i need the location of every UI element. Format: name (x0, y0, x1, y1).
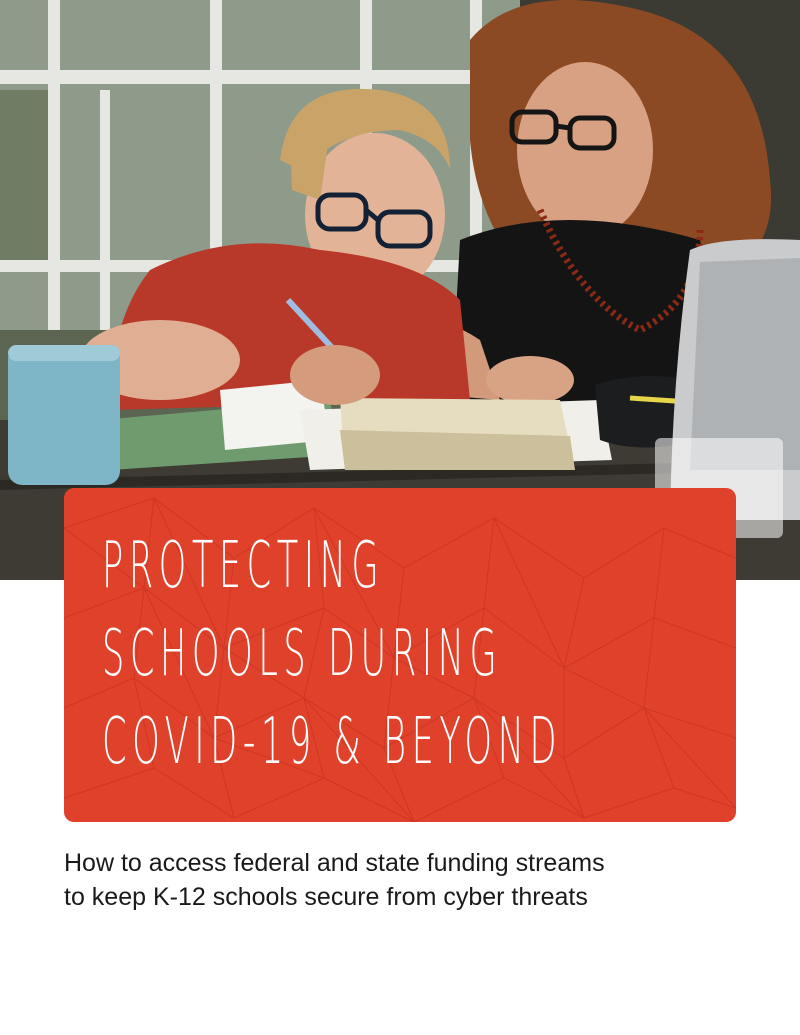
page-title (102, 522, 562, 786)
title-banner (64, 488, 736, 822)
title-line: SCHOOLS DURING (102, 617, 503, 691)
subtitle-line: to keep K-12 schools secure from cyber threats (64, 883, 588, 911)
subtitle (64, 846, 764, 914)
title-line: PROTECTING (102, 529, 385, 603)
title-line: COVID-19 & BEYOND (102, 705, 563, 779)
subtitle-line: How to access federal and state funding streams (64, 849, 605, 877)
